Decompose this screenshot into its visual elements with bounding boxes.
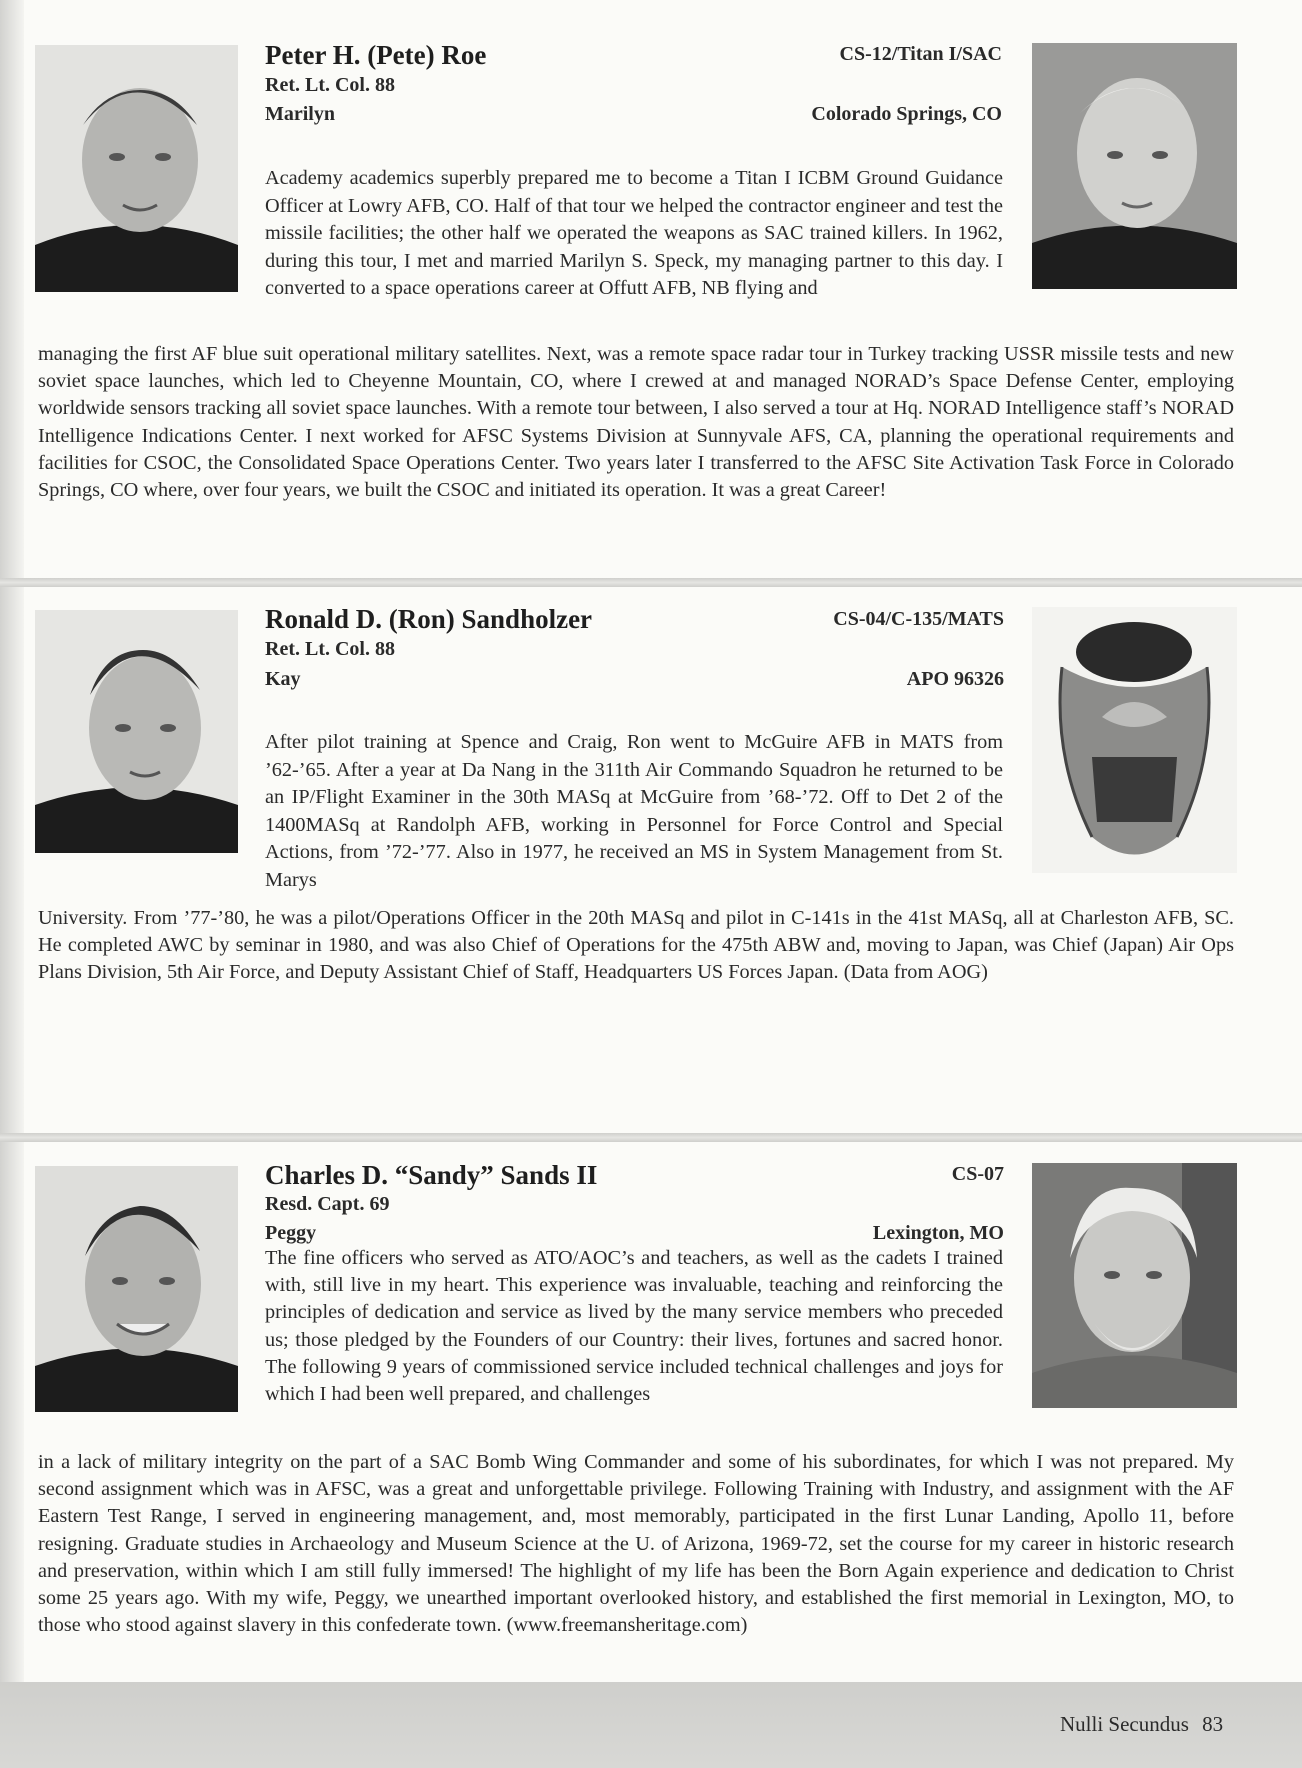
profile-rank: Ret. Lt. Col. 88 <box>265 74 395 96</box>
page-gutter-shade <box>0 0 24 1768</box>
current-photo <box>1032 43 1237 289</box>
profile-name: Peter H. (Pete) Roe <box>265 40 487 70</box>
publication-title: Nulli Secundus <box>1060 1712 1189 1736</box>
class-ring-photo <box>1032 607 1237 873</box>
profile-location: Colorado Springs, CO <box>811 103 1002 125</box>
cadet-photo <box>35 610 238 853</box>
profile-rank: Resd. Capt. 69 <box>265 1193 390 1215</box>
section-divider <box>0 578 1302 587</box>
profile-bio-continued: University. From ’77-’80, he was a pilot/Operations Officer in the 20th MASq and pilot in C-141s in the 41st MASq, all at Charleston AFB, SC. He completed AWC by seminar in 1980, and was also Chief of Operations for the 475th ABW and, moving to Japan, was Chief (Japan) Air Ops Plans Division, 5th Air Force, and Deputy Assistant Chief of Staff, Headquarters US Forces Japan. (Data from AOG) <box>38 907 1234 984</box>
profile-name: Ronald D. (Ron) Sandholzer <box>265 604 593 634</box>
profile-squadron: CS-04/C-135/MATS <box>833 608 1004 630</box>
profile-location: APO 96326 <box>906 668 1004 690</box>
profile-bio-continued: in a lack of military integrity on the part of a SAC Bomb Wing Commander and some of his subordinates, for which I was not prepared. My second assignment which was in AFSC, was a great and unforgettable privilege. Following Training with Industry, and assignment with the AF Eastern Test Range, I served in engineering management, and, most memorably, participated in the first Lunar Landing, Apollo 11, before resigning. Graduate studies in Archaeology and Museum Science at the U. of Arizona, 1969-72, set the course for my career in historic research and preservation, within which I am still fully immersed! The highlight of my life has been the Born Again experience and dedication to Christ some 25 years ago. With my wife, Peggy, we unearthed important overlooked history, and established the first memorial in Lexington, MO, to those who stood against slavery in this confederate town. (www.freemansheritage.com) <box>38 1451 1234 1637</box>
profile-spouse: Kay <box>265 668 301 690</box>
profile-bio-intro: After pilot training at Spence and Craig, Ron went to McGuire AFB in MATS from ’62-’65. After a year at Da Nang in the 311th Air Commando Squadron he returned to be an IP/Flight Examiner in the 30th MASq at McGuire from ’68-’72. Off to Det 2 of the 1400MASq at Randolph AFB, working in Personnel for Force Control and Special Actions, from ’72-’77. Also in 1977, he received an MS in System Management from St. Marys <box>265 731 1003 891</box>
profile-name: Charles D. “Sandy” Sands II <box>265 1160 598 1190</box>
profile-spouse: Marilyn <box>265 103 335 125</box>
page-number: 83 <box>1202 1712 1224 1736</box>
section-divider <box>0 1133 1302 1142</box>
page-footer <box>1060 1712 1223 1737</box>
profile-location: Lexington, MO <box>872 1222 1004 1244</box>
profile-spouse: Peggy <box>265 1222 317 1244</box>
current-photo <box>1032 1163 1237 1408</box>
profile-squadron: CS-07 <box>951 1163 1004 1185</box>
profile-squadron: CS-12/Titan I/SAC <box>839 43 1002 65</box>
profile-bio-continued: managing the first AF blue suit operational military satellites. Next, was a remote space radar tour in Turkey tracking USSR missile tests and new soviet space launches, which led to Cheyenne Mountain, CO, where I crewed at and managed NORAD’s Space Defense Center, employing worldwide sensors tracking all soviet space launches. With a remote tour between, I also served a tour at Hq. NORAD Intelligence staff’s NORAD Intelligence Indications Center. I next worked for AFSC Systems Division at Sunnyvale AFS, CA, planning the operational requirements and facilities for CSOC, the Consolidated Space Operations Center. Two years later I transferred to the AFSC Site Activation Task Force in Colorado Springs, CO where, over four years, we built the CSOC and initiated its operation. It was a great Career! <box>38 343 1234 502</box>
profile-bio-intro: Academy academics superbly prepared me to become a Titan I ICBM Ground Guidance Officer at Lowry AFB, CO. Half of that tour we helped the contractor engineer and test the missile facilities; the other half we operated the weapons as SAC trained killers. In 1962, during this tour, I met and married Marilyn S. Speck, my managing partner to this day. I converted to a space operations career at Offutt AFB, NB flying and <box>265 167 1003 300</box>
cadet-photo <box>35 45 238 292</box>
profile-rank: Ret. Lt. Col. 88 <box>265 638 395 660</box>
cadet-photo <box>35 1166 238 1412</box>
profile-bio-intro: The fine officers who served as ATO/AOC’s and teachers, as well as the cadets I trained with, still live in my heart. This experience was invaluable, teaching and reinforcing the principles of dedication and service as lived by the many service members who preceded us; those pledged by the Founders of our Country: their lives, fortunes and sacred honor. The following 9 years of commissioned service included technical challenges and joys for which I had been well prepared, and challenges <box>265 1247 1003 1406</box>
